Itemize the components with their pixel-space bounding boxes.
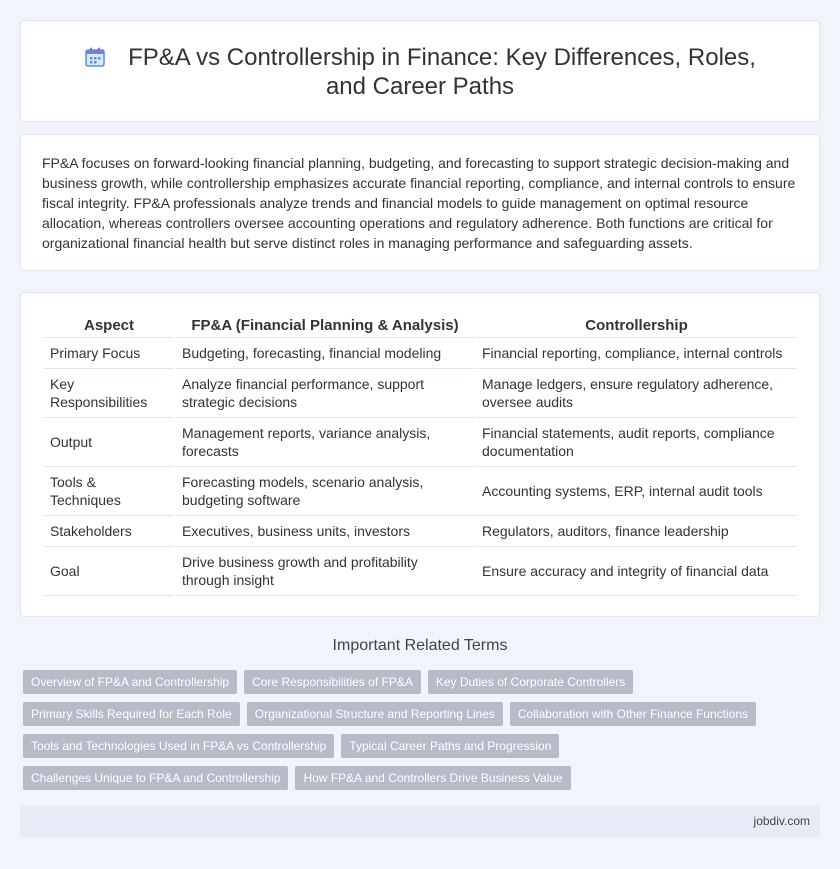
table-row [44,338,797,369]
related-term-link[interactable]: Challenges Unique to FP&A and Controllership [23,766,288,790]
table-cell: Financial statements, audit reports, compliance documentation [476,418,797,467]
comparison-table [42,313,799,596]
table-header-row [44,313,797,338]
table-cell: Executives, business units, investors [176,516,474,547]
intro-card [20,134,820,271]
table-cell: Forecasting models, scenario analysis, budgeting software [176,467,474,516]
table-cell: Goal [44,547,174,596]
table-cell: Key Responsibilities [44,369,174,418]
related-terms-list [23,670,823,798]
comparison-card [20,292,820,617]
table-cell: Analyze financial performance, support strategic decisions [176,369,474,418]
table-cell: Stakeholders [44,516,174,547]
table-cell: Accounting systems, ERP, internal audit tools [476,467,797,516]
table-cell: Drive business growth and profitability through insight [176,547,474,596]
related-term-link[interactable]: Overview of FP&A and Controllership [23,670,237,694]
related-term-link[interactable]: Organizational Structure and Reporting Lines [247,702,503,726]
page-title: FP&A vs Controllership in Finance: Key Differences, Roles, and Career Paths [128,44,756,100]
related-term-link[interactable]: Key Duties of Corporate Controllers [428,670,633,694]
table-cell: Manage ledgers, ensure regulatory adherence, oversee audits [476,369,797,418]
page-title-wrap [21,43,819,101]
tag-row [23,670,823,694]
table-cell: Financial reporting, compliance, internal controls [476,338,797,369]
header-aspect: Aspect [44,313,174,338]
tag-row [23,734,823,758]
footer-site-link[interactable]: jobdiv.com [753,814,810,828]
table-cell: Ensure accuracy and integrity of financial data [476,547,797,596]
calendar-icon [84,46,106,68]
related-term-link[interactable]: Primary Skills Required for Each Role [23,702,240,726]
table-cell: Management reports, variance analysis, forecasts [176,418,474,467]
table-cell: Budgeting, forecasting, financial modeling [176,338,474,369]
footer [20,806,820,837]
header-controllership: Controllership [476,313,797,338]
related-term-link[interactable]: Collaboration with Other Finance Functions [510,702,756,726]
table-row [44,369,797,418]
table-row [44,516,797,547]
table-cell: Output [44,418,174,467]
related-terms-title: Important Related Terms [332,637,508,654]
related-term-link[interactable]: Core Responsibilities of FP&A [244,670,421,694]
tag-row [23,766,823,790]
table-row [44,467,797,516]
intro-text: FP&A focuses on forward-looking financial planning, budgeting, and forecasting to support strategic decision-making and business growth, while controllership emphasizes accurate financial reporting, compliance, and internal controls to ensure fiscal integrity. FP&A professionals analyze trends and financial models to guide management on optimal resource allocation, whereas controllers oversee accounting operations and regulatory adherence. Both functions are critical for organizational financial health but serve distinct roles in managing performance and safeguarding assets. [42,155,796,251]
header-card [20,20,820,122]
table-row [44,547,797,596]
tag-row [23,702,823,726]
related-term-link[interactable]: How FP&A and Controllers Drive Business Value [295,766,570,790]
header-fpa: FP&A (Financial Planning & Analysis) [176,313,474,338]
table-cell: Tools & Techniques [44,467,174,516]
table-cell: Regulators, auditors, finance leadership [476,516,797,547]
related-term-link[interactable]: Typical Career Paths and Progression [341,734,559,758]
table-row [44,418,797,467]
table-cell: Primary Focus [44,338,174,369]
related-term-link[interactable]: Tools and Technologies Used in FP&A vs Controllership [23,734,334,758]
